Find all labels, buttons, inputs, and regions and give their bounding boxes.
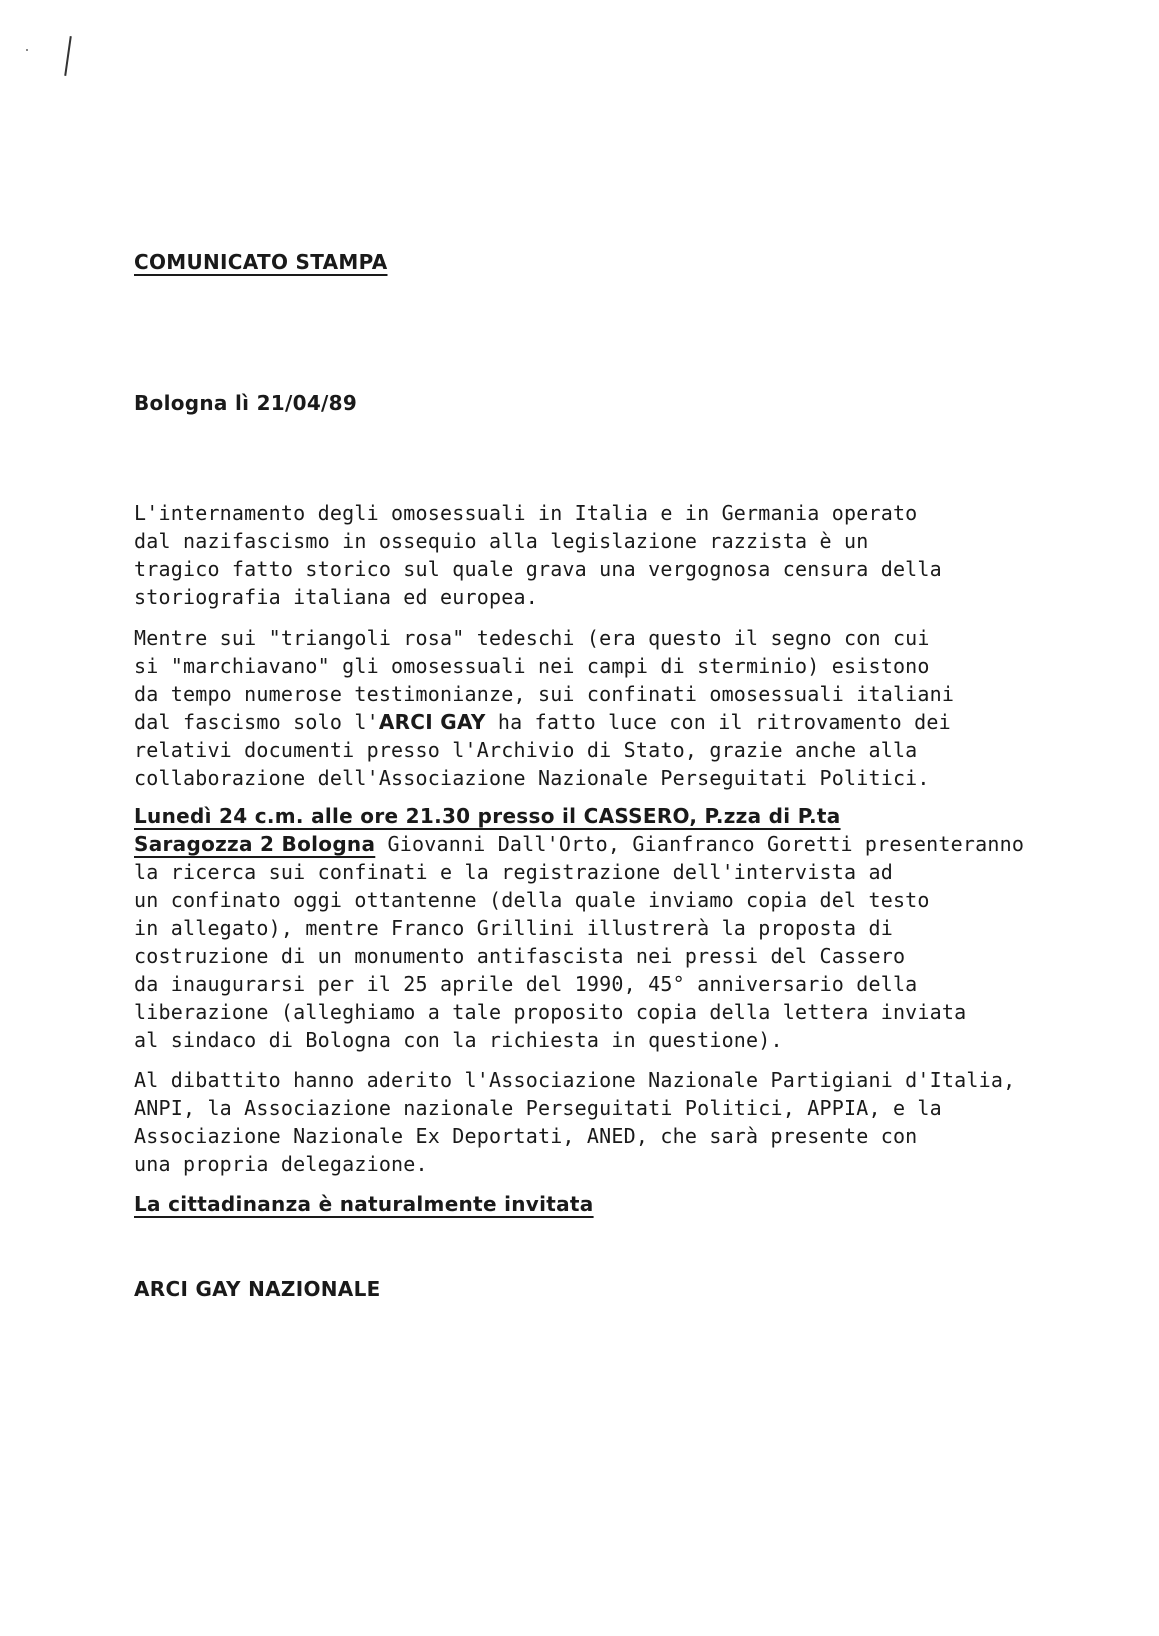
paragraph-line: la ricerca sui confinati e la registrazione dell'intervista ad — [134, 860, 893, 884]
organization-name: ARCI GAY — [378, 710, 486, 734]
line-text: dal fascismo solo l' — [134, 710, 379, 734]
paragraph-line: ANPI, la Associazione nazionale Perseguitati Politici, APPIA, e la — [134, 1096, 942, 1120]
paragraph-line — [134, 708, 954, 736]
paragraph-line: L'internamento degli omosessuali in Italia e in Germania operato — [134, 501, 918, 525]
paragraph-line: costruzione di un monumento antifascista nei pressi del Cassero — [134, 944, 906, 968]
paragraph-line: da tempo numerose testimonianze, sui confinati omosessuali italiani — [134, 682, 955, 706]
speck-mark — [26, 49, 28, 51]
paragraph-line: tragico fatto storico sul quale grava una vergognosa censura della — [134, 557, 942, 581]
paragraph-line: relativi documenti presso l'Archivio di Stato, grazie anche alla — [134, 738, 918, 762]
paragraph-intro — [134, 499, 942, 611]
paragraph-line: liberazione (alleghiamo a tale proposito copia della lettera inviata — [134, 1000, 967, 1024]
paragraph-line: al sindaco di Bologna con la richiesta in questione). — [134, 1028, 783, 1052]
signature: ARCI GAY NAZIONALE — [134, 1277, 381, 1301]
document-title: COMUNICATO STAMPA — [134, 250, 388, 274]
closing-invitation: La cittadinanza è naturalmente invitata — [134, 1192, 594, 1216]
paragraph-line: Mentre sui "triangoli rosa" tedeschi (era questo il segno con cui — [134, 626, 930, 650]
paragraph-line: collaborazione dell'Associazione Nazionale Perseguitati Politici. — [134, 766, 930, 790]
event-details: Lunedì 24 c.m. alle ore 21.30 presso il CASSERO, P.zza di P.ta — [134, 804, 841, 828]
paragraph-line: in allegato), mentre Franco Grillini illustrerà la proposta di — [134, 916, 893, 940]
document-date: Bologna lì 21/04/89 — [134, 391, 358, 415]
line-text: Giovanni Dall'Orto, Gianfranco Goretti presenteranno — [375, 832, 1025, 856]
paragraph-line: dal nazifascismo in ossequio alla legislazione razzista è un — [134, 529, 869, 553]
paragraph-line: da inaugurarsi per il 25 aprile del 1990, 45° anniversario della — [134, 972, 918, 996]
paragraph-line: un confinato oggi ottantenne (della quale inviamo copia del testo — [134, 888, 930, 912]
handwritten-mark — [64, 36, 72, 76]
paragraph-event — [134, 802, 1024, 1054]
paragraph-line — [134, 830, 1024, 858]
paragraph-line: Associazione Nazionale Ex Deportati, ANED, che sarà presente con — [134, 1124, 918, 1148]
paragraph-line: si "marchiavano" gli omosessuali nei campi di sterminio) esistono — [134, 654, 930, 678]
paragraph-line: storiografia italiana ed europea. — [134, 585, 538, 609]
paragraph-line: Al dibattito hanno aderito l'Associazione Nazionale Partigiani d'Italia, — [134, 1068, 1016, 1092]
paragraph-triangoli — [134, 624, 954, 792]
event-location: Saragozza 2 Bologna — [134, 832, 376, 856]
line-text: ha fatto luce con il ritrovamento dei — [485, 710, 951, 734]
paragraph-line: una propria delegazione. — [134, 1152, 428, 1176]
paragraph-adherents — [134, 1066, 1015, 1178]
